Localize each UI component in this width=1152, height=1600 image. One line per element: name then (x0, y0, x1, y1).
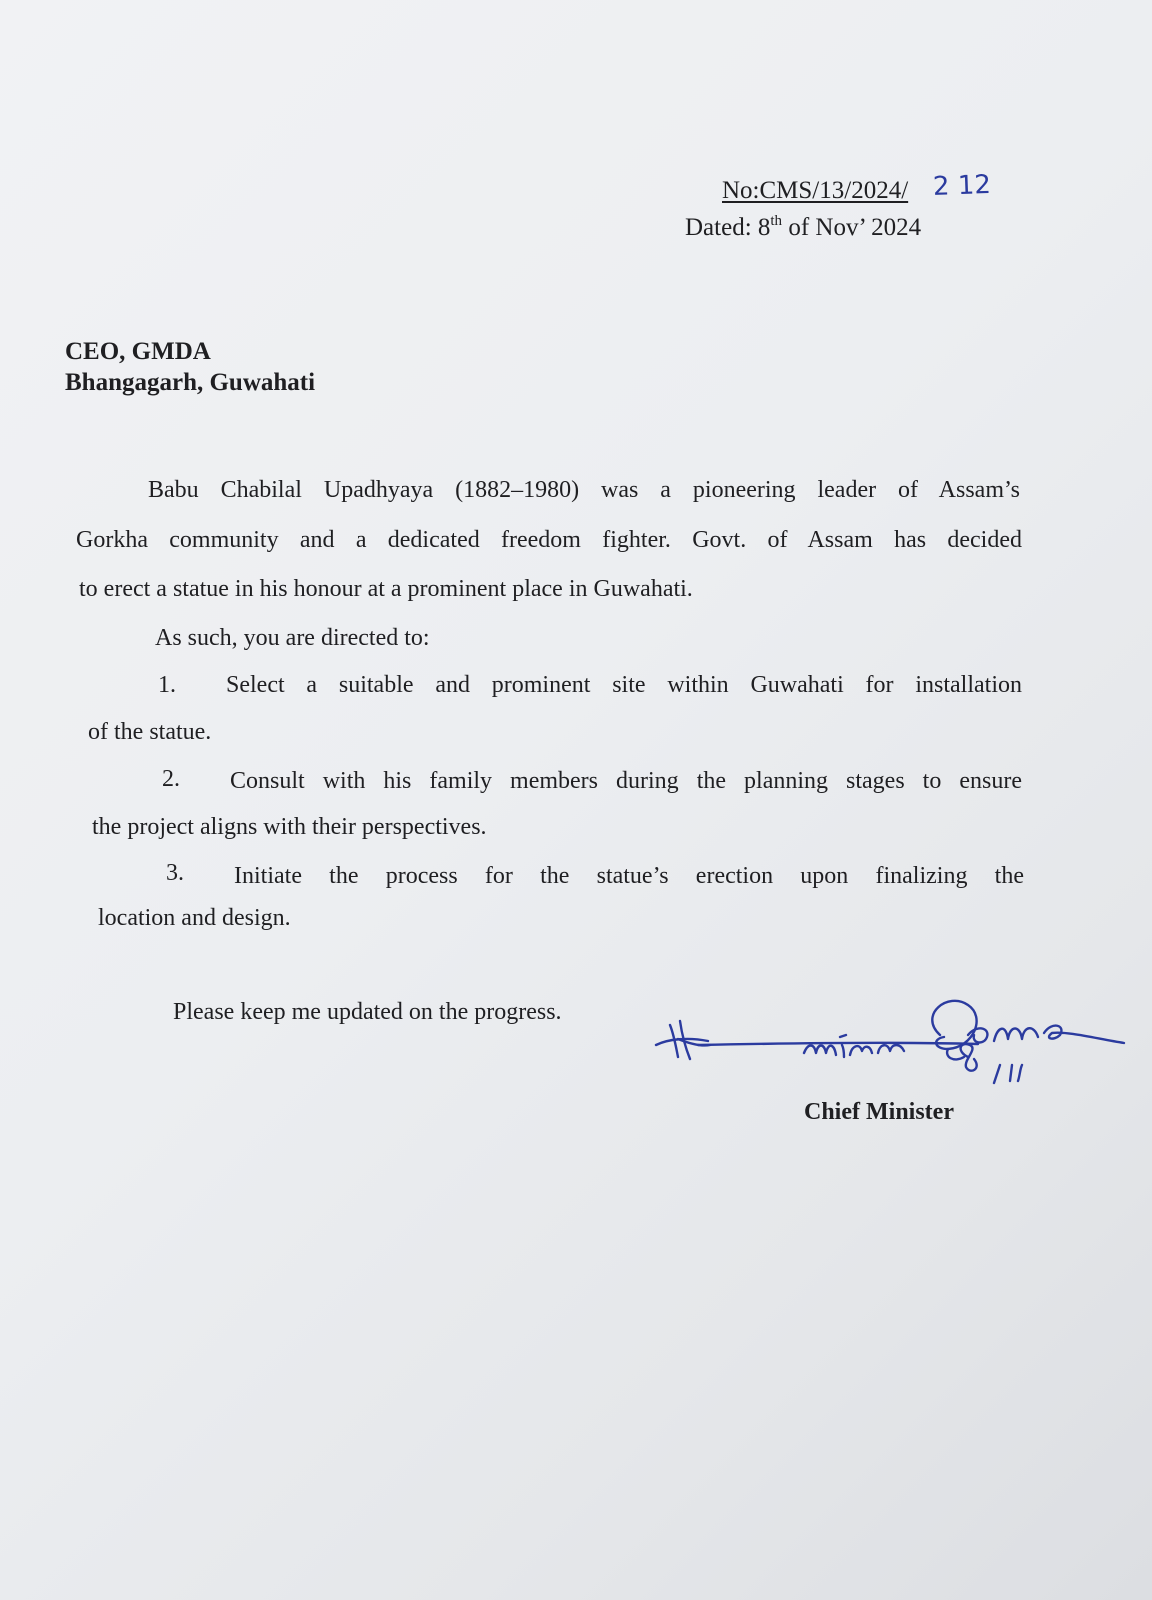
addressee-block (65, 336, 315, 398)
date-prefix: Dated: 8 (685, 214, 771, 241)
closing-line: Please keep me updated on the progress. (173, 999, 562, 1025)
handwritten-signature (648, 995, 1148, 1115)
item-3-continuation: location and design. (98, 905, 291, 931)
item-3-first-line: Initiate the process for the statue’s erection upon finalizing the (234, 863, 1024, 889)
item-1-continuation: of the statue. (88, 719, 212, 745)
item-1-first-line: Select a suitable and prominent site within Guwahati for installation (226, 672, 1022, 698)
item-2-first-line: Consult with his family members during the planning stages to ensure (230, 768, 1022, 794)
item-2-continuation: the project aligns with their perspectives. (92, 814, 487, 840)
date-suffix: of Nov’ 2024 (782, 214, 922, 241)
addressee-line-2: Bhangagarh, Guwahati (65, 369, 316, 396)
date-ordinal-suffix: th (770, 213, 783, 229)
reference-number-handwritten: 2 12 (932, 169, 992, 203)
directive-line: As such, you are directed to: (155, 625, 430, 651)
paragraph-line-2: Gorkha community and a dedicated freedom fighter. Govt. of Assam has decided (76, 527, 1022, 553)
letter-date (685, 215, 921, 240)
paragraph-line-1: Babu Chabilal Upadhyaya (1882–1980) was a pioneering leader of Assam’s (148, 477, 1020, 503)
paragraph-line-3: to erect a statue in his honour at a prominent place in Guwahati. (79, 576, 693, 602)
item-1-number: 1. (158, 672, 176, 698)
addressee-line-1: CEO, GMDA (65, 338, 211, 365)
item-3-number: 3. (166, 860, 184, 886)
signatory-title: Chief Minister (804, 1099, 954, 1125)
item-2-number: 2. (162, 766, 180, 792)
reference-number (722, 178, 908, 203)
reference-number-printed: No:CMS/13/2024/ (722, 177, 909, 204)
